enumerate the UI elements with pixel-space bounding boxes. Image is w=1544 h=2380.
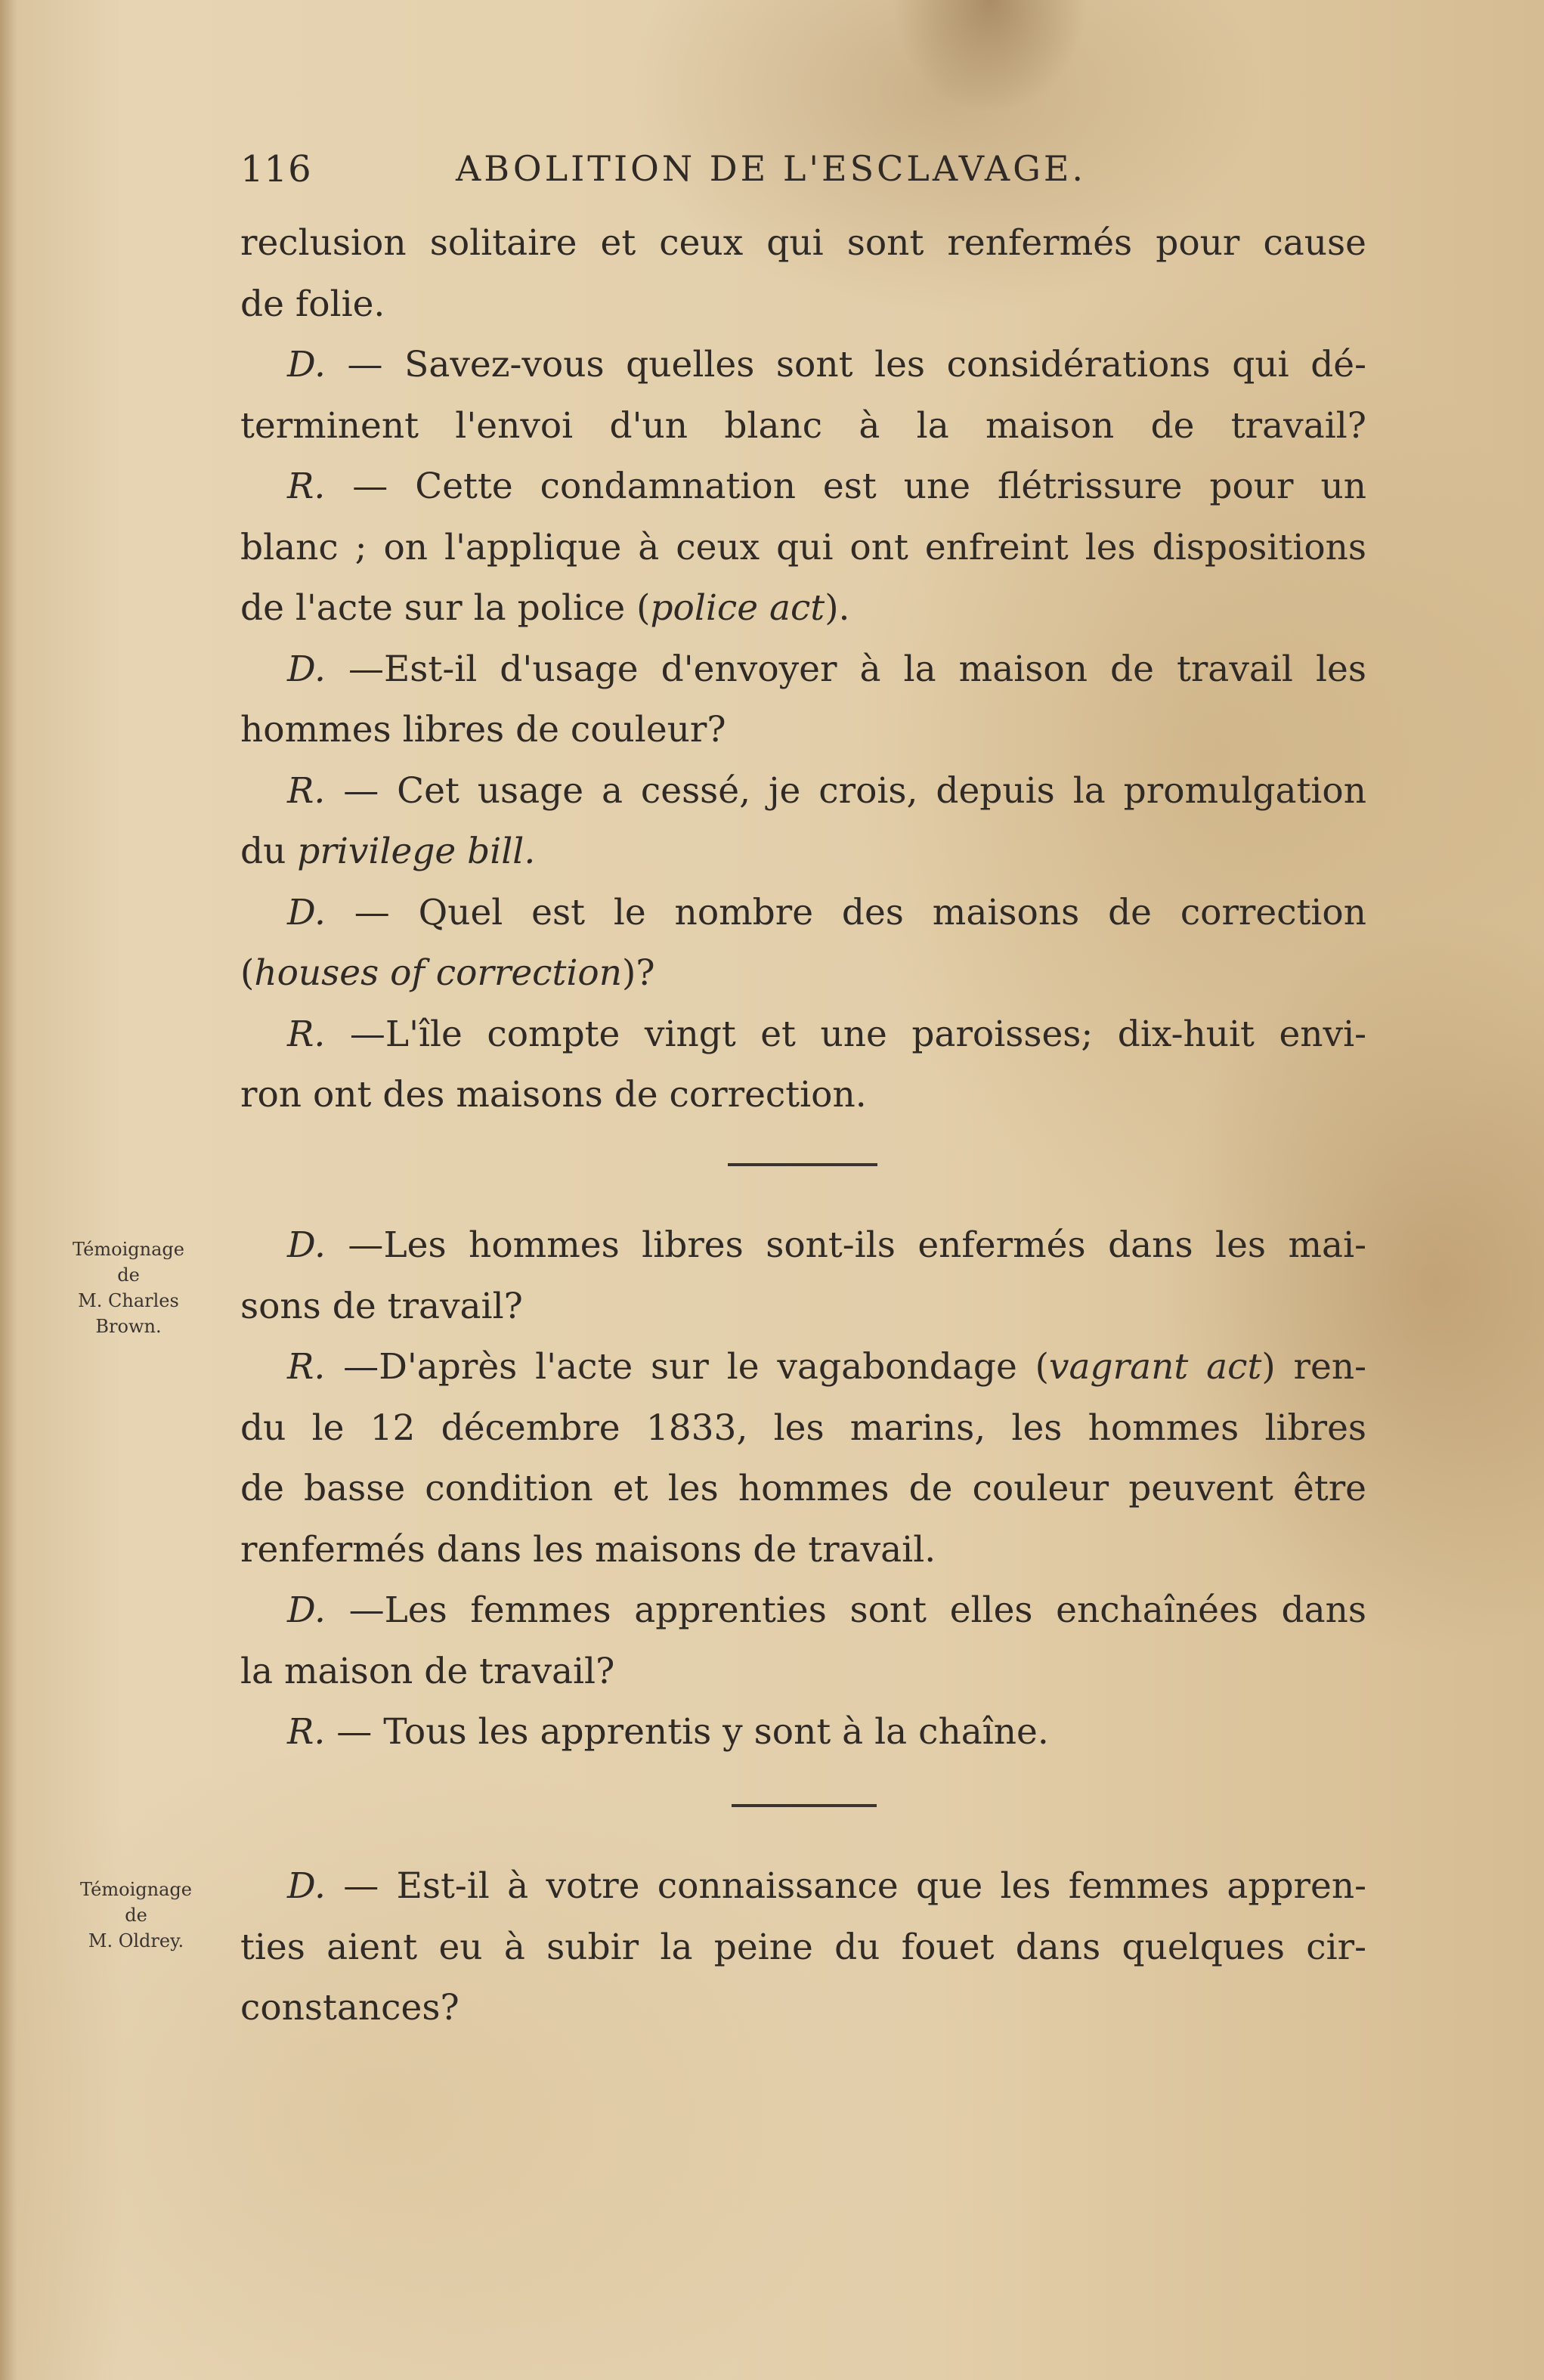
answer-line [240, 1337, 1366, 1398]
margin-note-line: Témoignage [73, 1239, 184, 1260]
answer-line [240, 457, 1366, 518]
section-rule [728, 1163, 877, 1166]
italic-term: vagrant act [1048, 1346, 1262, 1388]
dash: — [325, 769, 398, 812]
text-span: Est-il à votre connaissance que les femmes appren- [396, 1865, 1366, 1907]
text-line [240, 943, 1366, 1004]
answer-line [240, 761, 1366, 822]
answer-tag: R. [287, 1346, 326, 1388]
answer-line [240, 1004, 1366, 1066]
answer-line [240, 1702, 1366, 1763]
text-span: Quel est le nombre des maisons de correction [418, 891, 1366, 933]
text-span: Tous les apprentis y sont à la chaîne. [383, 1711, 1049, 1753]
italic-term: houses of correction [254, 952, 622, 994]
question-tag: D. [287, 344, 326, 385]
text-span: D'après l'acte sur le vagabondage ( [379, 1346, 1049, 1388]
text-line: hommes libres de couleur? [240, 709, 726, 751]
text-span: Est-il d'usage d'envoyer à la maison de travail les [384, 648, 1366, 690]
dash: — [325, 1013, 385, 1055]
margin-note-line: M. Oldrey. [88, 1930, 184, 1951]
text-line: ron ont des maisons de correction. [240, 1074, 867, 1116]
text-span: ). [825, 587, 850, 629]
text-line: de basse condition et les hommes de couleur peuvent être [240, 1468, 1366, 1509]
dash: — [325, 1346, 379, 1388]
text-span: du [240, 831, 298, 872]
answer-tag: R. [287, 1013, 326, 1055]
dash: — [325, 466, 416, 507]
text-span: Cette condamnation est une flétrissure pour un [415, 466, 1366, 507]
dash: — [325, 1865, 397, 1907]
text-span: )? [621, 952, 655, 994]
margin-note-line: M. Charles [78, 1290, 179, 1311]
text-line: renfermés dans les maisons de travail. [240, 1528, 936, 1571]
dash: — [325, 891, 419, 933]
margin-note-line: de [117, 1264, 140, 1286]
dash: — [325, 1711, 384, 1753]
question-tag: D. [287, 1589, 326, 1631]
text-line: la maison de travail? [240, 1650, 615, 1692]
margin-note-line: de [125, 1905, 147, 1926]
text-span: de l'acte sur la police ( [240, 587, 651, 629]
text-span: Cet usage a cessé, je crois, depuis la promulgation [397, 769, 1366, 812]
text-span: Les hommes libres sont-ils enfermés dans les mai- [383, 1224, 1366, 1266]
text-span: ( [240, 952, 255, 994]
text-block-2 [240, 1215, 1366, 1763]
text-line: reclusion solitaire et ceux qui sont renfermés pour cause [240, 222, 1366, 264]
question-line [240, 1580, 1366, 1642]
text-span: L'île compte vingt et une paroisses; dix-huit envi- [385, 1013, 1366, 1055]
text-block-1 [240, 213, 1366, 1126]
text-line: terminent l'envoi d'un blanc à la maison de travail? [240, 404, 1366, 447]
margin-note-oldrey [53, 1877, 219, 1954]
text-span: Savez-vous quelles sont les considérations qui dé- [404, 344, 1366, 385]
page-edge-shadow [0, 0, 17, 2380]
question-tag: D. [287, 648, 326, 690]
text-line: du le 12 décembre 1833, les marins, les hommes libres [240, 1407, 1366, 1449]
text-line: blanc ; on l'applique à ceux qui ont enfreint les dispositions [240, 526, 1366, 568]
text-line: constances? [240, 1987, 459, 2029]
running-head: ABOLITION DE L'ESCLAVAGE. [456, 148, 1087, 189]
answer-tag: R. [287, 769, 326, 812]
text-block-3 [240, 1856, 1366, 2039]
question-line [240, 639, 1366, 701]
text-line: de folie. [240, 283, 385, 325]
text-line [240, 578, 1366, 639]
text-line: ties aient eu à subir la peine du fouet dans quelques cir- [240, 1926, 1366, 1968]
dash: — [325, 648, 384, 690]
page-header [240, 148, 1147, 201]
text-line [240, 822, 1366, 883]
question-tag: D. [287, 891, 326, 933]
dash: — [325, 344, 405, 385]
margin-note-line: Brown. [95, 1316, 162, 1337]
question-line [240, 335, 1366, 396]
text-span: ) ren- [1261, 1346, 1366, 1388]
dash: — [325, 1589, 385, 1631]
section-rule [732, 1804, 877, 1807]
margin-note-line: Témoignage [80, 1879, 192, 1900]
margin-note-brown [45, 1236, 212, 1339]
italic-term: privilege bill. [297, 831, 536, 872]
water-stain [892, 0, 1088, 113]
answer-tag: R. [287, 466, 326, 507]
question-line [240, 1215, 1366, 1277]
question-line [240, 883, 1366, 944]
dash: — [325, 1224, 384, 1266]
answer-tag: R. [287, 1711, 326, 1753]
text-span: Les femmes apprenties sont elles enchaînées dans [384, 1589, 1366, 1631]
italic-term: police act [650, 587, 825, 629]
question-tag: D. [287, 1224, 326, 1266]
question-line [240, 1856, 1366, 1917]
text-line: sons de travail? [240, 1285, 523, 1327]
question-tag: D. [287, 1865, 326, 1907]
page-number: 116 [240, 148, 312, 190]
